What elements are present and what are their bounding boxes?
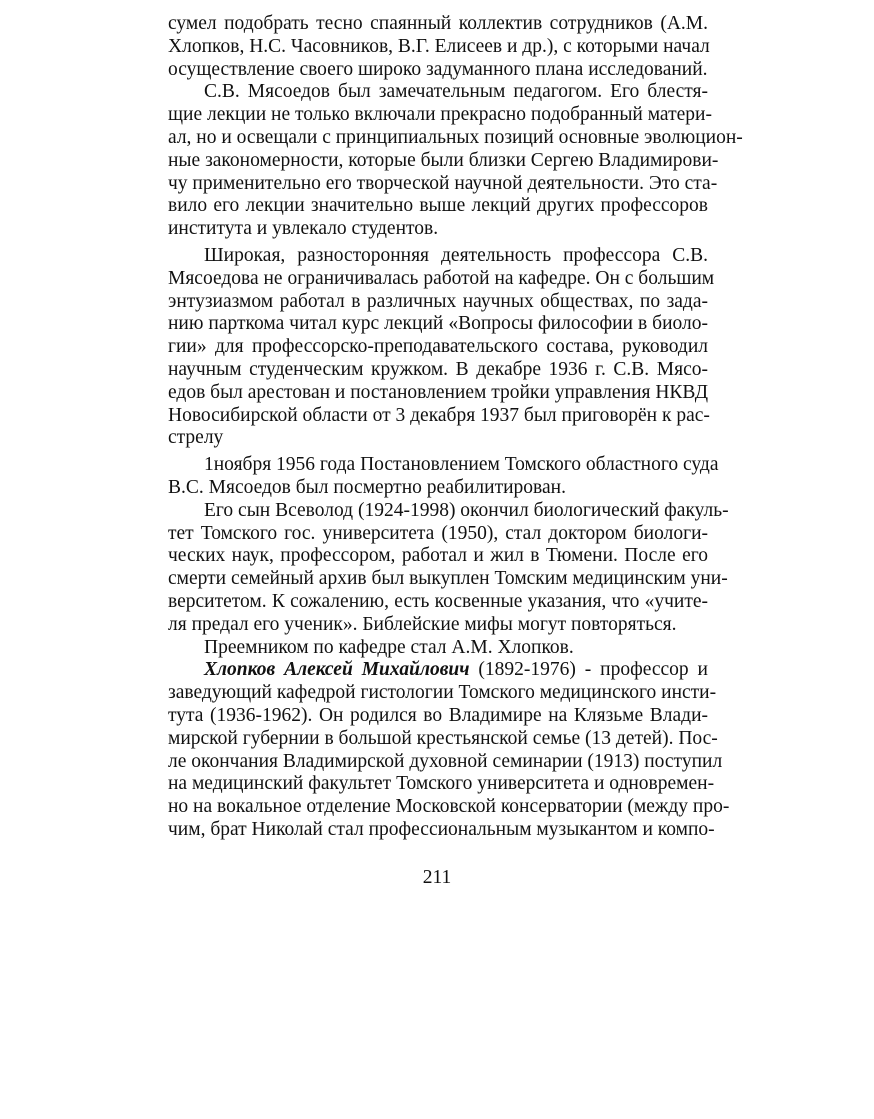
paragraph xyxy=(168,81,743,241)
text-line: осуществление своего широко задуманного плана исследований. xyxy=(168,58,708,80)
text-line: Хлопков, Н.С. Часовников, В.Г. Елисеев и др.), с которыми начал xyxy=(168,35,710,57)
text-line: сумел подобрать тесно спаянный коллектив сотрудников (А.М. xyxy=(168,13,708,34)
text-line: щие лекции не только включали прекрасно подобранный матери- xyxy=(168,104,712,126)
text-line: Преемником по кафедре стал А.М. Хлопков. xyxy=(204,636,574,658)
text-line: ческих наук, профессором, работал и жил в Тюмени. После его xyxy=(168,545,708,567)
text-line: тута (1936-1962). Он родился во Владимире на Клязьме Влади- xyxy=(168,704,708,726)
page-number: 211 xyxy=(422,867,452,888)
text-line: Мясоедова не ограничивалась работой на кафедре. Он с большим xyxy=(168,267,715,289)
paragraph xyxy=(168,637,708,660)
text-line: гии» для профессорско-преподавательского состава, руководил xyxy=(168,336,708,358)
text-line: мирской губернии в большой крестьянской семье (13 детей). Пос- xyxy=(168,727,718,749)
text-line: стрелу xyxy=(168,427,224,449)
text-line: Его сын Всеволод (1924-1998) окончил биологический факуль- xyxy=(204,499,729,521)
text-line: тет Томского гос. университета (1950), стал доктором биологи- xyxy=(168,522,708,544)
text-line: на медицинский факультет Томского университета и одновремен- xyxy=(168,773,715,795)
text-line: едов был арестован и постановлением тройки управления НКВД xyxy=(168,381,709,403)
text-line: вило его лекции значительно выше лекций других профессоров xyxy=(168,195,708,217)
person-name: Хлопков Алексей Михайлович xyxy=(204,659,470,681)
page-body xyxy=(168,13,743,842)
text-line: Широкая, разносторонняя деятельность профессора С.В. xyxy=(204,244,708,266)
paragraph xyxy=(168,13,708,81)
paragraph xyxy=(168,454,719,500)
text-line: ал, но и освещали с принципиальных позиций основные эволюцион- xyxy=(168,126,743,148)
text-line: научным студенческим кружком. В декабре 1936 г. С.В. Мясо- xyxy=(168,358,708,380)
text-line: института и увлекало студентов. xyxy=(168,218,439,240)
paragraph xyxy=(168,244,715,450)
text-line: заведующий кафедрой гистологии Томского медицинского инсти- xyxy=(168,682,717,704)
text-line: чу применительно его творческой научной деятельности. Это ста- xyxy=(168,172,718,194)
text-line: верситетом. К сожалению, есть косвенные указания, что «учите- xyxy=(168,590,708,612)
paragraph xyxy=(168,659,730,841)
text-segment: (1892-1976) - профессор и xyxy=(469,659,708,681)
text-line: энтузиазмом работал в различных научных обществах, по зада- xyxy=(168,290,708,312)
text-line: ле окончания Владимирской духовной семинарии (1913) поступил xyxy=(168,750,723,772)
text-line: Новосибирской области от 3 декабря 1937 был приговорён к рас- xyxy=(168,404,710,426)
text-line: нию парткома читал курс лекций «Вопросы философии в биоло- xyxy=(168,313,708,335)
text-line: 1ноября 1956 года Постановлением Томского областного суда xyxy=(204,454,719,476)
text-line: смерти семейный архив был выкуплен Томским медицинским уни- xyxy=(168,568,728,590)
text-line: ля предал его ученик». Библейские мифы могут повторяться. xyxy=(168,613,677,635)
text-line: В.С. Мясоедов был посмертно реабилитирован. xyxy=(168,476,566,498)
text-line: но на вокальное отделение Московской консерватории (между про- xyxy=(168,796,730,818)
paragraph xyxy=(168,499,729,637)
text-line: ные закономерности, которые были близки Сергею Владимирови- xyxy=(168,149,719,171)
text-line xyxy=(168,659,708,682)
text-line: чим, брат Николай стал профессиональным музыкантом и компо- xyxy=(168,818,715,840)
text-line: С.В. Мясоедов был замечательным педагогом. Его блестя- xyxy=(204,81,708,103)
